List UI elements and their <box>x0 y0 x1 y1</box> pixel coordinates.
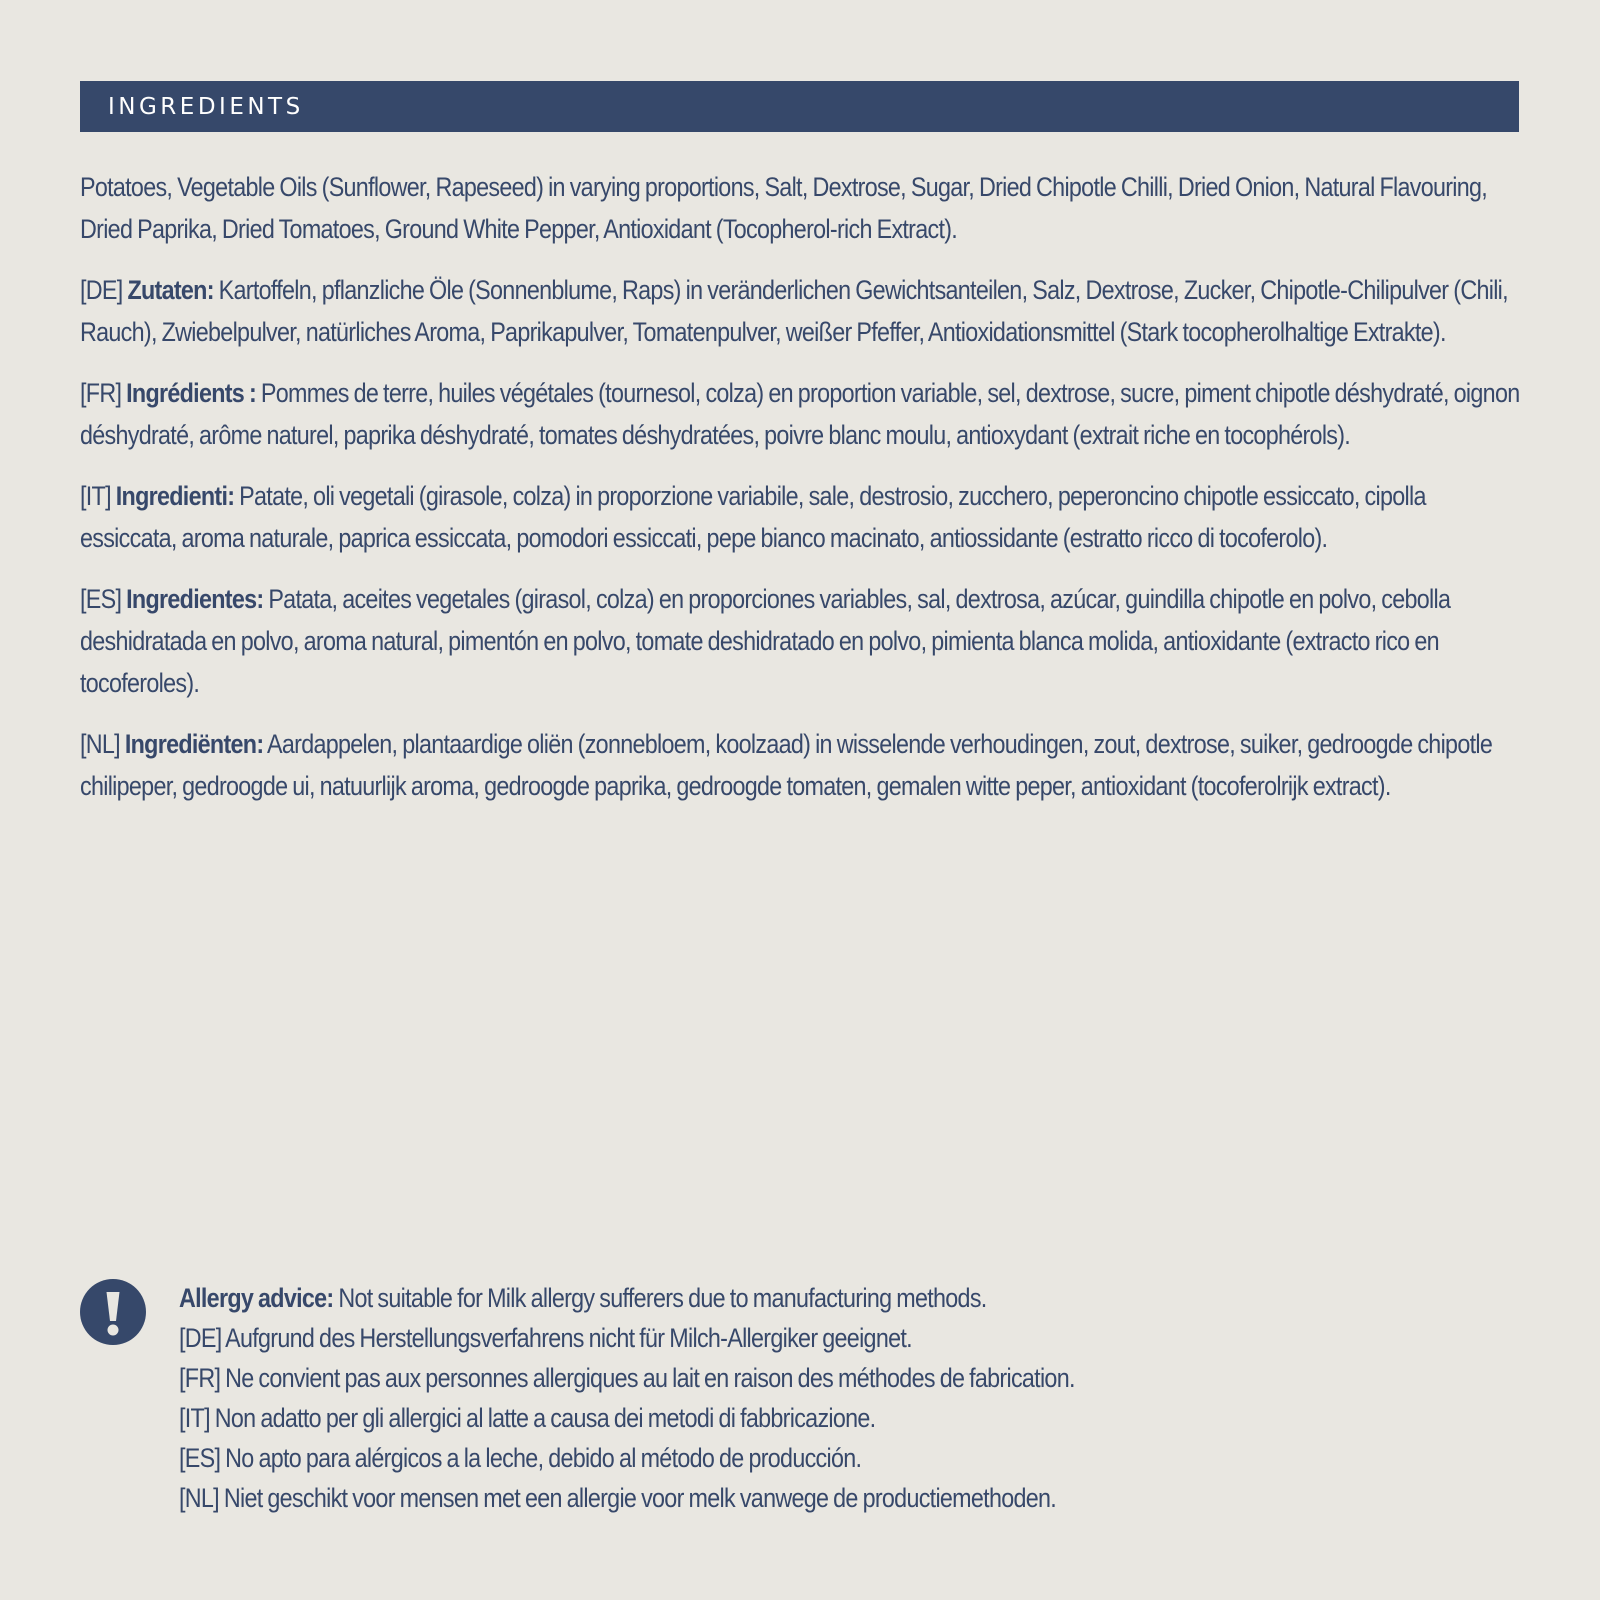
ingredients-paragraph-en <box>80 166 1520 250</box>
language-code: [IT] <box>80 481 116 511</box>
language-code: [ES] <box>80 584 127 614</box>
ingredients-paragraph-es <box>80 578 1520 704</box>
language-code: [FR] <box>80 378 127 408</box>
allergy-advice-text <box>179 1279 1446 1519</box>
allergy-advice-line-it: [IT] Non adatto per gli allergici al latte a causa dei metodi di fabbricazione. <box>179 1403 876 1433</box>
ingredients-paragraph-de <box>80 269 1520 353</box>
allergy-advice-line-de: [DE] Aufgrund des Herstellungsverfahrens nicht für Milch-Allergiker geeignet. <box>179 1323 912 1353</box>
allergy-advice-label: Allergy advice: <box>179 1283 334 1313</box>
ingredients-header-bar <box>80 81 1519 132</box>
allergy-advice-line-en <box>179 1277 1446 1319</box>
exclamation-circle-icon <box>80 1279 146 1345</box>
ingredients-label: Zutaten: <box>127 275 214 305</box>
ingredients-text: Potatoes, Vegetable Oils (Sunflower, Rapeseed) in varying proportions, Salt, Dextrose, Sugar, Dried Chipotle Chilli, Dried Onion, Natural Flavouring, Dried Paprika, Dried Tomatoes, Ground White Pepper, Antioxidant (Tocopherol-rich Extract). <box>80 172 1488 244</box>
ingredients-label: Ingrédients : <box>126 378 257 408</box>
ingredients-paragraph-it <box>80 475 1520 559</box>
allergy-advice-line-nl: [NL] Niet geschikt voor mensen met een allergie voor melk vanwege de productiemethoden. <box>179 1483 1057 1513</box>
language-code: [NL] <box>80 729 125 759</box>
ingredients-label: Ingrediënten: <box>124 729 264 759</box>
ingredients-text: Aardappelen, plantaardige oliën (zonnebloem, koolzaad) in wisselende verhoudingen, zout, dextrose, suiker, gedroogde chipotle chilipeper, gedroogde ui, natuurlijk aroma, gedroogde paprika, gedroogde tomaten, gemalen witte peper, antioxidant (tocoferolrijk extract). <box>80 729 1493 801</box>
allergy-advice-statement: Not suitable for Milk allergy sufferers due to manufacturing methods. <box>333 1283 987 1313</box>
ingredients-paragraph-fr <box>80 372 1520 456</box>
ingredients-list <box>80 166 1520 826</box>
ingredients-text: Patate, oli vegetali (girasole, colza) in proporzione variabile, sale, destrosio, zucchero, peperoncino chipotle essiccato, cipolla essiccata, aroma naturale, paprica essiccata, pomodori essiccati, pepe bianco macinato, antiossidante (estratto ricco di tocoferolo). <box>80 481 1426 553</box>
allergy-advice-line-es: [ES] No apto para alérgicos a la leche, debido al método de producción. <box>179 1443 862 1473</box>
ingredients-text: Pommes de terre, huiles végétales (tournesol, colza) en proportion variable, sel, dextrose, sucre, piment chipotle déshydraté, oignon déshydraté, arôme naturel, paprika déshydraté, tomates déshydratées, poivre blanc moulu, antioxydant (extrait riche en tocophérols). <box>80 378 1520 450</box>
ingredients-label: Ingredientes: <box>126 584 264 614</box>
ingredients-text: Patata, aceites vegetales (girasol, colza) en proporciones variables, sal, dextrosa, azúcar, guindilla chipotle en polvo, cebolla deshidratada en polvo, aroma natural, pimentón en polvo, tomate deshidratado en polvo, pimienta blanca molida, antioxidante (extracto rico en tocoferoles). <box>80 584 1451 698</box>
ingredients-heading: INGREDIENTS <box>108 93 304 120</box>
allergy-advice-line-fr: [FR] Ne convient pas aux personnes allergiques au lait en raison des méthodes de fabrication. <box>179 1363 1075 1393</box>
ingredients-text: Kartoffeln, pflanzliche Öle (Sonnenblume, Raps) in veränderlichen Gewichtsanteilen, Salz, Dextrose, Zucker, Chipotle-Chilipulver (Chili, Rauch), Zwiebelpulver, natürliches Aroma, Paprikapulver, Tomatenpulver, weißer Pfeffer, Antioxidationsmittel (Stark tocopherolhaltige Extrakte). <box>80 275 1508 347</box>
language-code: [DE] <box>80 275 128 305</box>
ingredients-label: Ingredienti: <box>115 481 235 511</box>
ingredients-paragraph-nl <box>80 723 1520 807</box>
